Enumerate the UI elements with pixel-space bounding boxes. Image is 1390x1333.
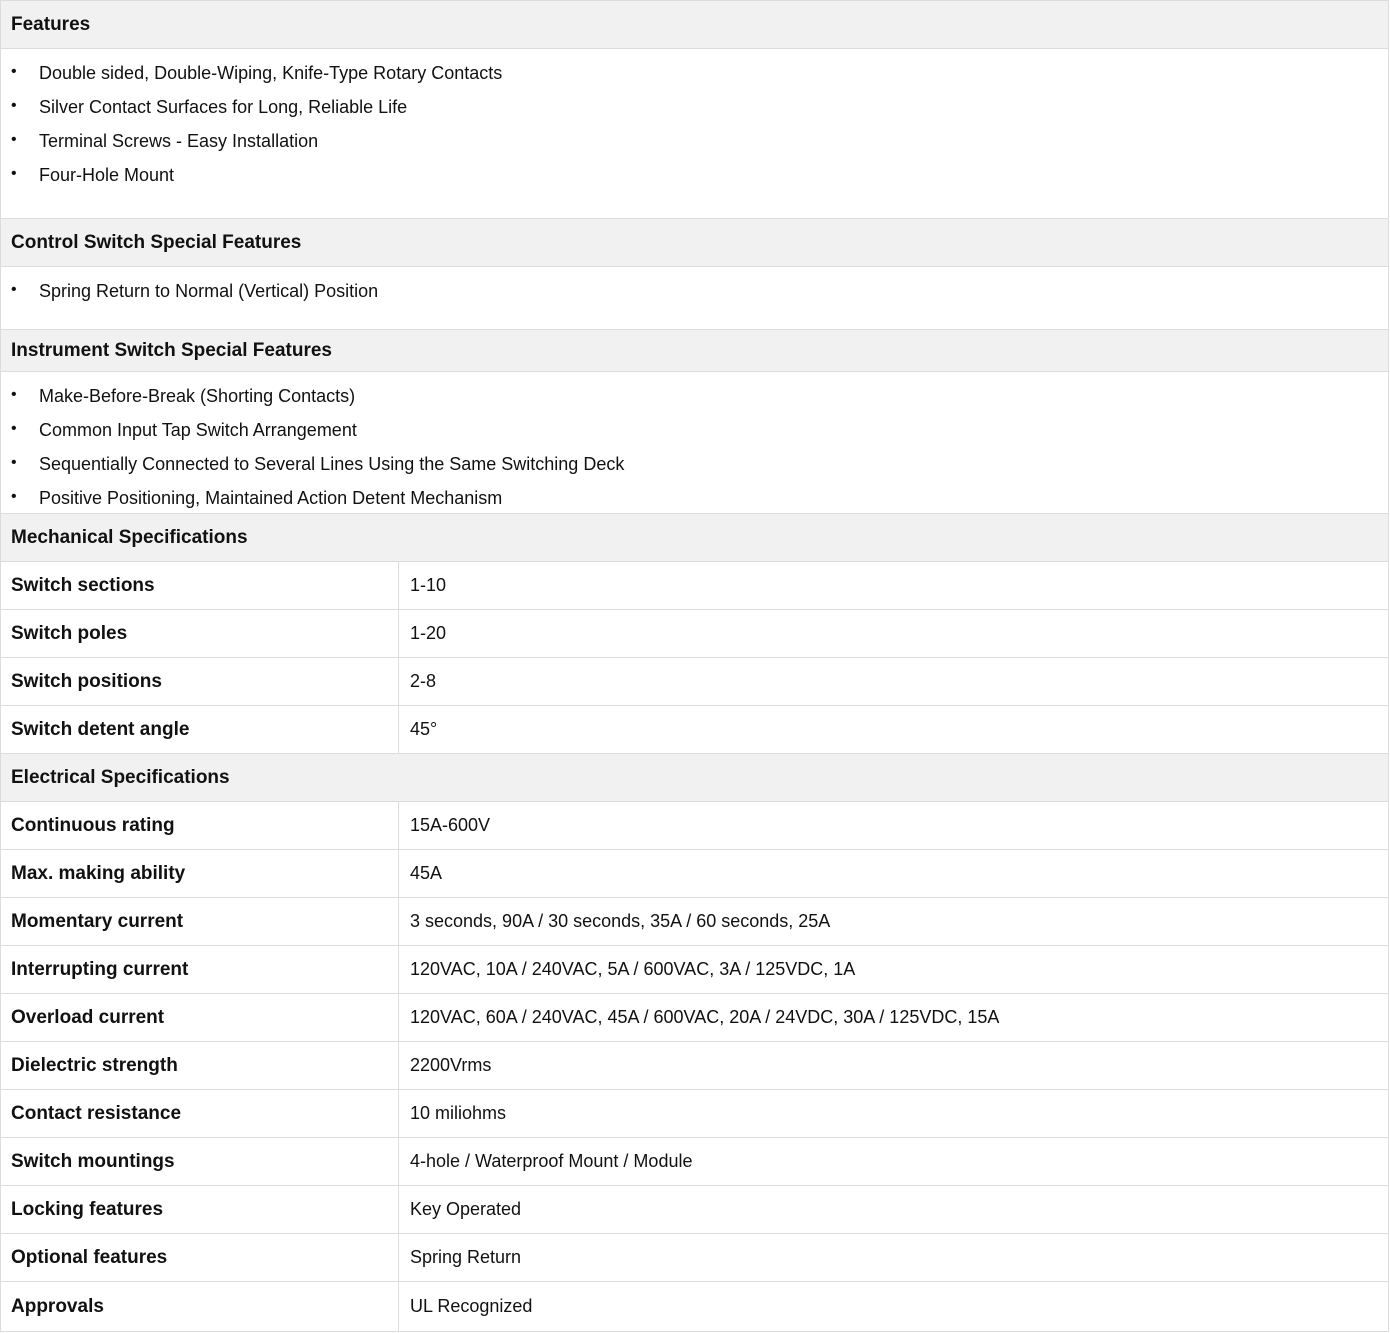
spec-label: Locking features — [1, 1186, 399, 1233]
mechanical-header — [1, 514, 1388, 562]
spec-value: 45° — [410, 719, 438, 739]
spec-value: 2200Vrms — [410, 1055, 492, 1075]
table-row — [1, 1090, 1388, 1138]
spec-label: Interrupting current — [1, 946, 399, 993]
features-header — [1, 1, 1388, 49]
spec-value: Spring Return — [410, 1247, 522, 1267]
spec-label: Contact resistance — [1, 1090, 399, 1137]
mechanical-title: Mechanical Specifications — [11, 526, 248, 548]
spec-value: 1-10 — [410, 575, 447, 595]
spec-label: Approvals — [1, 1282, 399, 1331]
list-item: • Spring Return to Normal (Vertical) Position — [11, 281, 379, 301]
list-item: • Double sided, Double-Wiping, Knife-Type Rotary Contacts — [11, 63, 503, 83]
list-item: • Four-Hole Mount — [11, 165, 175, 185]
electrical-title: Electrical Specifications — [11, 766, 230, 788]
bullet-icon: • — [11, 97, 17, 114]
table-row — [1, 658, 1388, 706]
bullet-icon: • — [11, 488, 17, 505]
spec-value: 4-hole / Waterproof Mount / Module — [410, 1151, 693, 1171]
table-row — [1, 1042, 1388, 1090]
table-row — [1, 1234, 1388, 1282]
spec-label: Max. making ability — [1, 850, 399, 897]
table-row — [1, 850, 1388, 898]
spec-label: Continuous rating — [1, 802, 399, 849]
electrical-header — [1, 754, 1388, 802]
instrument-header — [1, 330, 1388, 372]
features-title: Features — [11, 13, 91, 35]
list-item: • Common Input Tap Switch Arrangement — [11, 420, 357, 440]
spec-value: 10 miliohms — [410, 1103, 507, 1123]
table-row — [1, 1186, 1388, 1234]
spec-value: Key Operated — [410, 1199, 522, 1219]
spec-value: 120VAC, 60A / 240VAC, 45A / 600VAC, 20A / 24VDC, 30A / 125VDC, 15A — [410, 1007, 1000, 1027]
bullet-icon: • — [11, 131, 17, 148]
table-row — [1, 610, 1388, 658]
spec-value: 3 seconds, 90A / 30 seconds, 35A / 60 seconds, 25A — [410, 911, 831, 931]
control-title: Control Switch Special Features — [11, 231, 302, 253]
bullet-icon: • — [11, 420, 17, 437]
spec-label: Dielectric strength — [1, 1042, 399, 1089]
table-row — [1, 1138, 1388, 1186]
list-item: • Make-Before-Break (Shorting Contacts) — [11, 386, 356, 406]
spec-label: Switch mountings — [1, 1138, 399, 1185]
control-list — [1, 267, 1388, 330]
table-row — [1, 1282, 1388, 1332]
list-item: • Sequentially Connected to Several Lines Using the Same Switching Deck — [11, 454, 625, 474]
features-list — [1, 49, 1388, 219]
table-row — [1, 802, 1388, 850]
spec-label: Overload current — [1, 994, 399, 1041]
spec-label: Switch positions — [1, 658, 399, 705]
spec-value: 2-8 — [410, 671, 437, 691]
bullet-icon: • — [11, 386, 17, 403]
table-row — [1, 898, 1388, 946]
spec-value: 120VAC, 10A / 240VAC, 5A / 600VAC, 3A / 125VDC, 1A — [410, 959, 856, 979]
list-item: • Positive Positioning, Maintained Action Detent Mechanism — [11, 488, 503, 508]
spec-value: UL Recognized — [410, 1296, 533, 1316]
list-item: • Terminal Screws - Easy Installation — [11, 131, 319, 151]
instrument-list — [1, 372, 1388, 514]
bullet-icon: • — [11, 281, 17, 298]
spec-label: Momentary current — [1, 898, 399, 945]
spec-label: Switch detent angle — [1, 706, 399, 753]
instrument-title: Instrument Switch Special Features — [11, 339, 332, 361]
spec-label: Switch poles — [1, 610, 399, 657]
spec-value: 15A-600V — [410, 815, 491, 835]
spec-label: Optional features — [1, 1234, 399, 1281]
table-row — [1, 946, 1388, 994]
bullet-icon: • — [11, 63, 17, 80]
spec-label: Switch sections — [1, 562, 399, 609]
spec-value: 1-20 — [410, 623, 447, 643]
list-item: • Silver Contact Surfaces for Long, Reliable Life — [11, 97, 408, 117]
control-header — [1, 219, 1388, 267]
table-row — [1, 562, 1388, 610]
spec-value: 45A — [410, 863, 443, 883]
bullet-icon: • — [11, 165, 17, 182]
table-row — [1, 706, 1388, 754]
table-row — [1, 994, 1388, 1042]
bullet-icon: • — [11, 454, 17, 471]
